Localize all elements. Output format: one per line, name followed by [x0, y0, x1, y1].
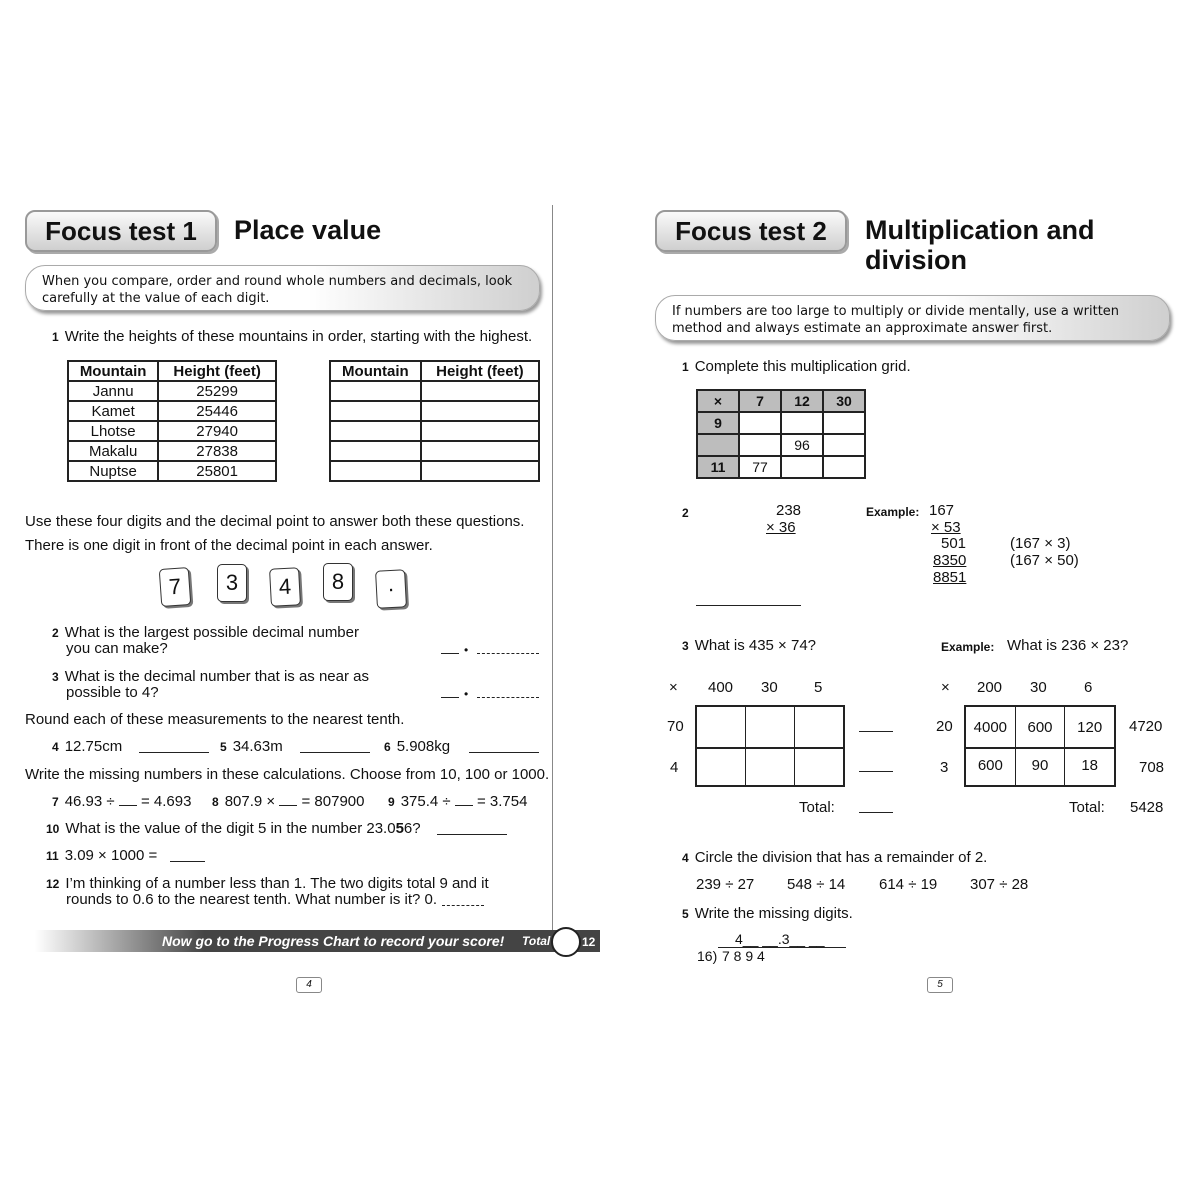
question-1-right: 1 Complete this multiplication grid. — [682, 358, 911, 375]
q3-col-1: 400 — [708, 679, 734, 696]
ex-col-2: 30 — [1030, 679, 1047, 696]
example-grid-row-2: 600 90 18 — [964, 745, 1116, 787]
ex-row-1-total: 4720 — [1129, 718, 1163, 735]
ex-total-value: 5428 — [1130, 799, 1164, 816]
question-3: 3 What is the decimal number that is as near as — [52, 668, 369, 685]
question-8: 8 807.9 × = 807900 — [212, 793, 365, 810]
q3-row-1: 70 — [667, 718, 684, 735]
mountain-table: Mountain Height (feet) Jannu 25299 Kamet 25446 Lhotse 27940 Makalu 27838 Nuptse 25801 — [67, 360, 277, 482]
answer-9-blank[interactable] — [455, 805, 473, 806]
question-7: 7 46.93 ÷ = 4.693 — [52, 793, 192, 810]
answer-table[interactable]: Mountain Height (feet) — [329, 360, 540, 482]
page-title-right-line-1: Multiplication and — [865, 215, 1095, 245]
q3-row-1-total-blank[interactable] — [859, 731, 893, 732]
focus-test-1-tab: Focus test 1 — [25, 210, 217, 252]
question-2-right-number: 2 — [682, 506, 689, 520]
answer-12-blank[interactable] — [442, 905, 484, 906]
division-option-2[interactable]: 548 ÷ 14 — [787, 876, 846, 893]
example-label-1: Example: — [866, 505, 920, 519]
instruction-digits-2: There is one digit in front of the decimal point in each answer. — [25, 537, 433, 554]
digit-card-3: 3 — [217, 564, 247, 602]
example-row-4: 8350 — [933, 552, 967, 569]
example-row-3: 501 — [941, 535, 967, 552]
division-option-3[interactable]: 614 ÷ 19 — [879, 876, 938, 893]
question-3-line-2: possible to 4? — [66, 684, 159, 701]
ex-col-3: 6 — [1084, 679, 1093, 696]
answer-2-blank-a[interactable] — [441, 653, 459, 654]
question-5: 5 34.63m — [220, 738, 283, 755]
ex-col-1: 200 — [977, 679, 1003, 696]
question-9: 9 375.4 ÷ = 3.754 — [388, 793, 528, 810]
answer-2-decimal-dot: • — [464, 643, 469, 657]
question-12: 12 I’m thinking of a number less than 1. The two digits total 9 and it — [46, 875, 489, 892]
answer-3-blank-a[interactable] — [441, 697, 459, 698]
q3-total-blank[interactable] — [859, 812, 893, 813]
question-6: 6 5.908kg — [384, 738, 451, 755]
tip-box-right: If numbers are too large to multiply or divide mentally, use a written method and always estimate an approximate answer first. — [655, 295, 1170, 341]
q3-grid-row-1[interactable] — [695, 705, 845, 749]
ex-times-sign: × — [941, 679, 950, 696]
q3-row-2-total-blank[interactable] — [859, 771, 893, 772]
example-row-1: 167 — [929, 502, 955, 519]
long-division-quotient[interactable]: 4__ __.3__ __ — [735, 931, 825, 947]
question-5-right: 5 Write the missing digits. — [682, 905, 853, 922]
example-label-2: Example: — [941, 640, 995, 654]
ex-row-2-total: 708 — [1139, 759, 1165, 776]
instruction-missing-numbers: Write the missing numbers in these calculations. Choose from 10, 100 or 1000. — [25, 766, 550, 783]
decimal-point-card: · — [375, 569, 407, 609]
progress-chart-text: Now go to the Progress Chart to record your score! — [162, 933, 505, 949]
question-10: 10 What is the value of the digit 5 in the number 23.056? — [46, 820, 421, 837]
q3-times-sign: × — [669, 679, 678, 696]
instruction-round: Round each of these measurements to the nearest tenth. — [25, 711, 405, 728]
answer-4-blank[interactable] — [139, 752, 209, 753]
answer-q2-blank[interactable] — [696, 605, 801, 606]
score-circle[interactable] — [551, 927, 581, 957]
example-grid-row-1: 4000 600 120 — [964, 705, 1116, 749]
page-title-right-line-2: division — [865, 245, 968, 275]
example-note-2: (167 × 50) — [1010, 552, 1079, 569]
progress-footer — [35, 930, 600, 952]
question-3-right: 3 What is 435 × 74? — [682, 637, 817, 654]
question-4-right: 4 Circle the division that has a remainder of 2. — [682, 849, 988, 866]
example-row-5: 8851 — [933, 569, 967, 586]
q2-top-number: 238 — [776, 502, 802, 519]
answer-3-blank-b[interactable] — [477, 697, 539, 698]
page-number-left: 4 — [296, 977, 322, 993]
ex-total-label: Total: — [1069, 799, 1105, 816]
long-division-dividend: 7 8 9 4 — [722, 948, 765, 964]
q3-grid-row-2[interactable] — [695, 745, 845, 787]
long-division-divisor: 16) — [697, 948, 718, 964]
answer-2-blank-b[interactable] — [477, 653, 539, 654]
multiplication-grid[interactable]: × 7 12 30 9 96 11 77 — [696, 389, 866, 479]
instruction-digits-1: Use these four digits and the decimal point to answer both these questions. — [25, 513, 525, 530]
total-label: Total — [522, 934, 551, 948]
ex-row-1: 20 — [936, 718, 953, 735]
answer-6-blank[interactable] — [469, 752, 539, 753]
q3-total-label: Total: — [799, 799, 835, 816]
digit-card-4: 4 — [269, 567, 301, 607]
q3-col-3: 5 — [814, 679, 823, 696]
total-max: 12 — [582, 935, 596, 949]
ex-row-2: 3 — [940, 759, 949, 776]
q3-col-2: 30 — [761, 679, 778, 696]
page-divider — [552, 205, 553, 940]
tip-box-left: When you compare, order and round whole numbers and decimals, look carefully at the value of each digit. — [25, 265, 540, 311]
digit-card-7: 7 — [159, 567, 192, 607]
question-2-line-2: you can make? — [66, 640, 168, 657]
page-number-right: 5 — [927, 977, 953, 993]
q2-bottom-number: × 36 — [766, 519, 796, 536]
answer-3-decimal-dot: • — [464, 687, 469, 701]
question-12-line-2: rounds to 0.6 to the nearest tenth. What number is it? 0. — [66, 891, 438, 908]
answer-5-blank[interactable] — [300, 752, 370, 753]
question-11: 11 3.09 × 1000 = — [46, 847, 158, 864]
division-option-1[interactable]: 239 ÷ 27 — [696, 876, 755, 893]
digit-card-8: 8 — [323, 563, 353, 601]
division-option-4[interactable]: 307 ÷ 28 — [970, 876, 1029, 893]
page-title-left: Place value — [234, 215, 382, 245]
answer-11-blank[interactable] — [170, 861, 205, 862]
example-note-1: (167 × 3) — [1010, 535, 1071, 552]
example-row-2: × 53 — [931, 519, 961, 536]
question-4: 4 12.75cm — [52, 738, 123, 755]
example-2-question: What is 236 × 23? — [1007, 637, 1129, 654]
question-1-left: 1 Write the heights of these mountains in order, starting with the highest. — [52, 328, 533, 345]
answer-7-blank[interactable] — [119, 805, 137, 806]
q3-row-2: 4 — [670, 759, 679, 776]
answer-8-blank[interactable] — [279, 805, 297, 806]
question-2: 2 What is the largest possible decimal number — [52, 624, 359, 641]
focus-test-2-tab: Focus test 2 — [655, 210, 847, 252]
answer-10-blank[interactable] — [437, 834, 507, 835]
